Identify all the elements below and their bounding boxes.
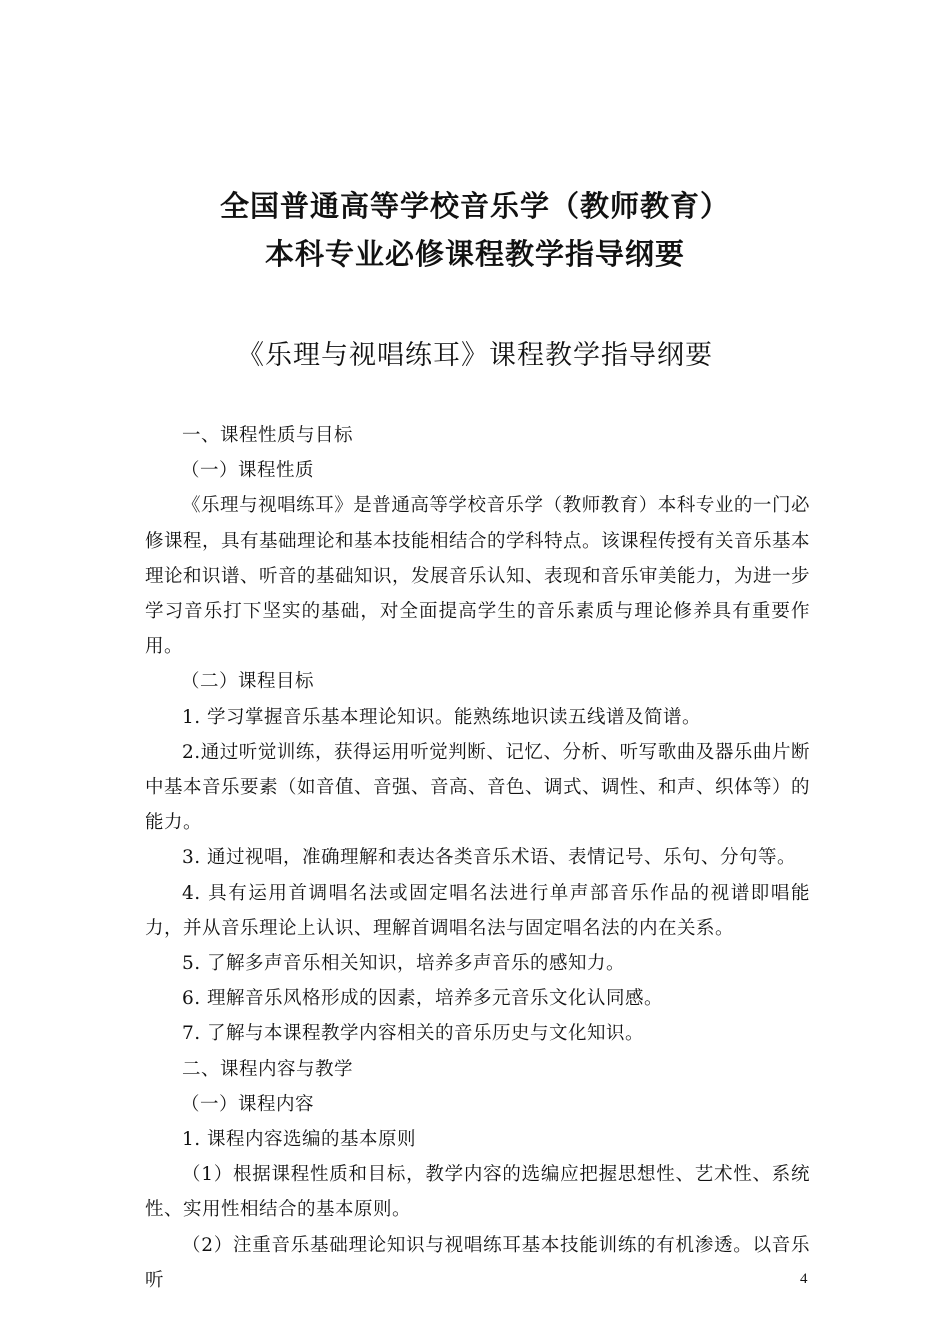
subsection-heading-course-goals: （二）课程目标: [181, 671, 315, 693]
page-number: 4: [800, 1271, 808, 1287]
section-heading-1: 一、课程性质与目标: [182, 425, 354, 446]
document-title-line2: 本科专业必修课程教学指导纲要: [264, 237, 685, 271]
course-subtitle: 《乐理与视唱练耳》课程教学指导纲要: [237, 340, 713, 371]
goal-item-3: 3. 通过视唱，准确理解和表达各类音乐术语、表情记号、乐句、分句等。: [182, 847, 797, 869]
goal-item-4: 4. 具有运用首调唱名法或固定唱名法进行单声部音乐作品的视谱即唱能力，并从音乐理论上认识、理解首调唱名法与固定唱名法的内在关系。: [145, 882, 810, 939]
subsection-heading-course-nature: （一）课程性质: [181, 460, 315, 482]
paragraph-course-nature: 《乐理与视唱练耳》是普通高等学校音乐学（教师教育）本科专业的一门必修课程，具有基础理论和基本技能相结合的学科特点。该课程传授有关音乐基本理论和识谱、听音的基础知识，发展音乐认知、表现和音乐审美能力，为进一步学习音乐打下坚实的基础，对全面提高学生的音乐素质与理论修养具有重要作用。: [145, 495, 811, 658]
content-principle-1: （1）根据课程性质和目标，教学内容的选编应把握思想性、艺术性、系统性、实用性相结合的基本原则。: [145, 1164, 810, 1221]
goal-item-2: 2.通过听觉训练，获得运用听觉判断、记忆、分析、听写歌曲及器乐曲片断中基本音乐要素（如音值、音强、音高、音色、调式、调性、和声、织体等）的能力。: [145, 741, 811, 834]
goal-item-6: 6. 理解音乐风格形成的因素，培养多元音乐文化认同感。: [182, 988, 664, 1010]
goal-item-5: 5. 了解多声音乐相关知识，培养多声音乐的感知力。: [182, 953, 626, 975]
document-title-line1: 全国普通高等学校音乐学（教师教育）: [219, 189, 730, 223]
content-principle-2: （2）注重音乐基础理论知识与视唱练耳基本技能训练的有机渗透。以音乐听: [145, 1234, 810, 1291]
document-body: [145, 418, 810, 1298]
goal-item-1: 1. 学习掌握音乐基本理论知识。能熟练地识读五线谱及简谱。: [182, 706, 702, 728]
content-principle-heading: 1. 课程内容选编的基本原则: [182, 1129, 417, 1151]
goal-item-7: 7. 了解与本课程教学内容相关的音乐历史与文化知识。: [182, 1023, 645, 1045]
section-heading-2: 二、课程内容与教学: [182, 1058, 354, 1080]
subsection-heading-course-content: （一）课程内容: [181, 1093, 315, 1115]
